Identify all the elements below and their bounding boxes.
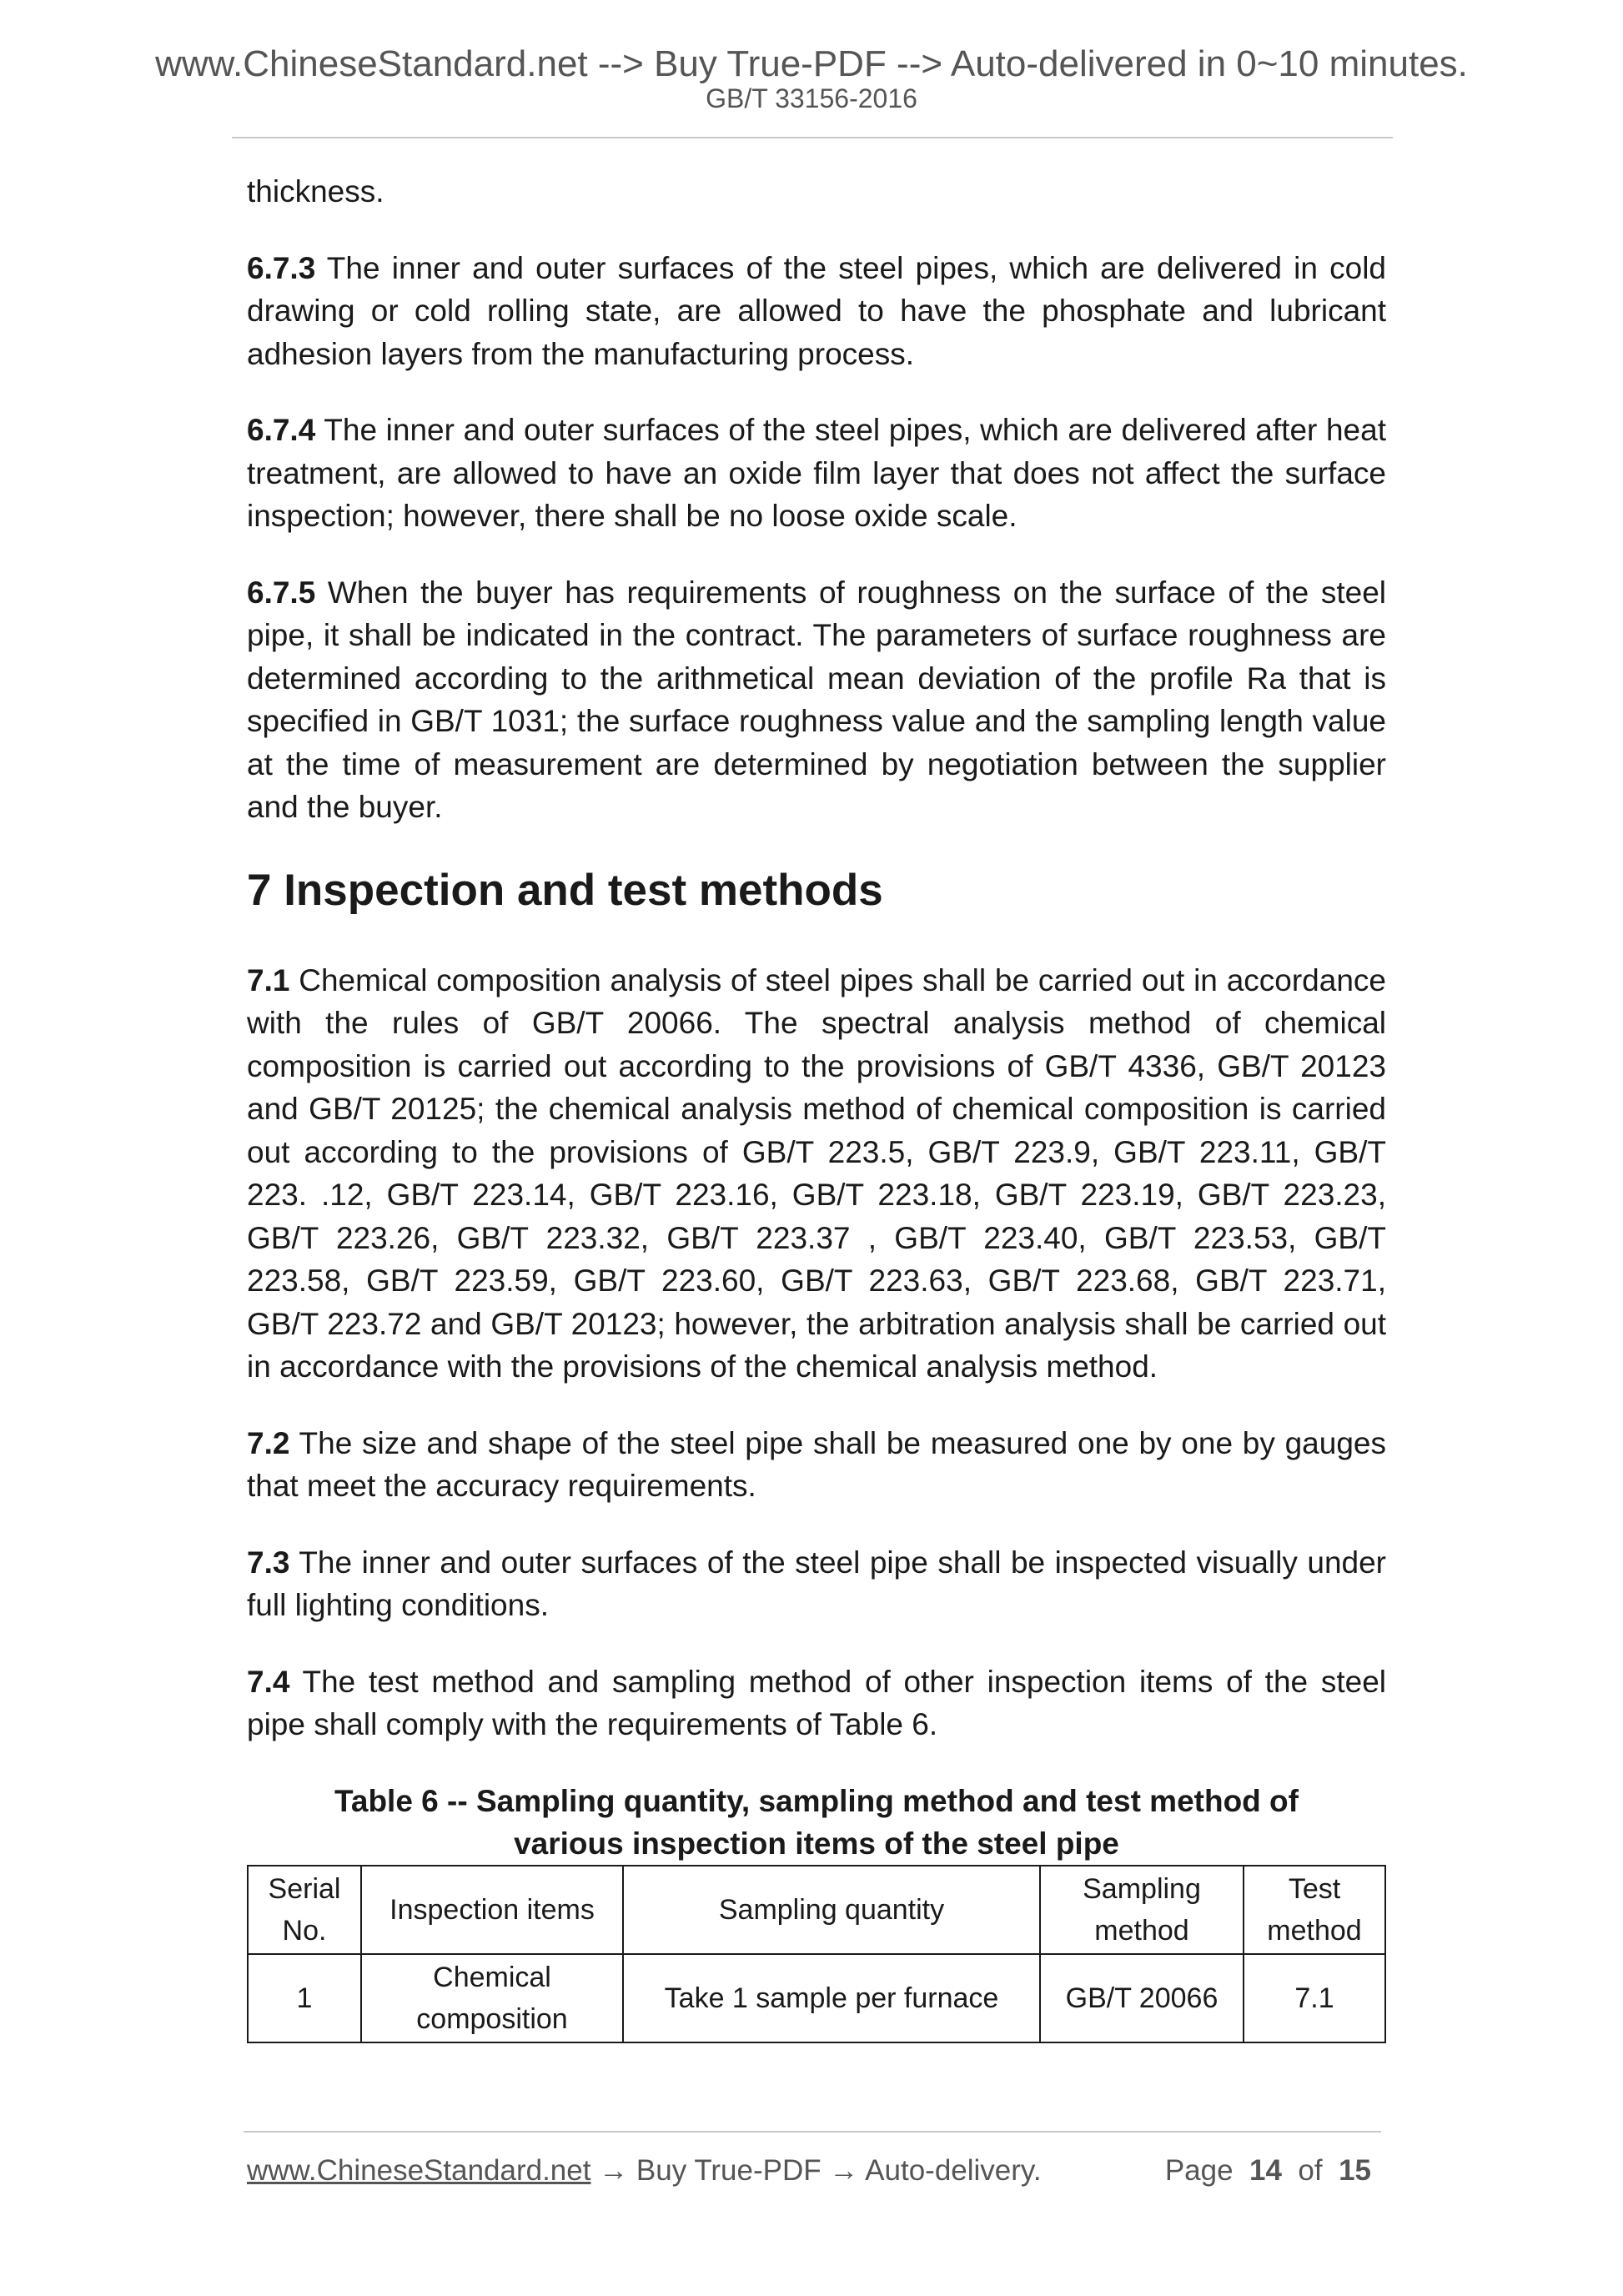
cell-sampling-method: GB/T 20066 (1040, 1954, 1244, 2042)
table-title-line-1: Table 6 -- Sampling quantity, sampling method and test method of (334, 1783, 1299, 1818)
clause-text: The inner and outer surfaces of the steel pipes, which are delivered in cold drawing or cold rolling state, are allowed to have the phosphate and lubricant adhesion layers from the manufacturing process. (247, 250, 1386, 371)
table-6 (247, 1865, 1386, 2043)
clause-text: The size and shape of the steel pipe shall be measured one by one by gauges that meet the accuracy requirements. (247, 1425, 1386, 1503)
cell-test-method: 7.1 (1244, 1954, 1385, 2042)
standard-number: GB/T 33156-2016 (706, 83, 917, 113)
clause-text: The test method and sampling method of other inspection items of the steel pipe shall comply with the requirements of Table 6. (247, 1664, 1386, 1741)
clause-number: 7.3 (247, 1545, 290, 1580)
section-heading: 7 Inspection and test methods (247, 865, 883, 915)
header-test-method: Test method (1244, 1866, 1385, 1954)
table-header-row (248, 1866, 1385, 1954)
cell-sampling-quantity: Take 1 sample per furnace (623, 1954, 1040, 2042)
cell-inspection-item: Chemical composition (361, 1954, 623, 2042)
continuation-text: thickness. (247, 174, 384, 208)
header-inspection-items: Inspection items (361, 1866, 623, 1954)
clause-number: 7.2 (247, 1425, 290, 1460)
page-total: 15 (1339, 2154, 1371, 2187)
table-title-line-2: various inspection items of the steel pipe (514, 1826, 1119, 1861)
cell-serial: 1 (248, 1954, 361, 2042)
clause-number: 6.7.5 (247, 575, 316, 610)
clause-text: The inner and outer surfaces of the steel pipe shall be inspected visually under full lighting conditions. (247, 1545, 1386, 1622)
clause-number: 6.7.3 (247, 250, 316, 285)
page-footer (247, 2150, 1384, 2192)
footer-link[interactable]: www.ChineseStandard.net (247, 2154, 591, 2187)
clause-6-7-5 (247, 571, 1386, 829)
clause-7-2 (247, 1422, 1386, 1508)
clause-number: 7.1 (247, 962, 290, 997)
page-number: 14 (1249, 2154, 1282, 2187)
header-divider (232, 137, 1393, 138)
clause-7-1 (247, 959, 1386, 1389)
footer-divider (244, 2131, 1381, 2133)
clause-text: Chemical composition analysis of steel pipes shall be carried out in accordance with the rules of GB/T 20066. The spectral analysis method of chemical composition is carried out according to the provisions of GB/T 4336, GB/T 20123 and GB/T 20125; the chemical analysis method of chemical composition is carried out according to the provisions of GB/T 223.5, GB/T 223.9, GB/T 223.11, GB/T 223. .12, GB/T 223.14, GB/T 223.16, GB/T 223.18, GB/T 223.19, GB/T 223.23, GB/T 223.26, GB/T 223.32, GB/T 223.37 , GB/T 223.40, GB/T 223.53, GB/T 223.58, GB/T 223.59, GB/T 223.60, GB/T 223.63, GB/T 223.68, GB/T 223.71, GB/T 223.72 and GB/T 20123; however, the arbitration analysis shall be carried out in accordance with the provisions of the chemical analysis method. (247, 962, 1386, 1384)
clause-7-3 (247, 1541, 1386, 1627)
page-indicator: Page 14 of 15 (1164, 2154, 1371, 2187)
clause-6-7-4 (247, 409, 1386, 538)
header-banner[interactable]: www.ChineseStandard.net --> Buy True-PDF --> Auto-delivered in 0~10 minutes. (155, 43, 1468, 84)
clause-6-7-3 (247, 247, 1386, 376)
clause-text: The inner and outer surfaces of the steel pipes, which are delivered after heat treatment, are allowed to have an oxide film layer that does not affect the surface inspection; however, there shall be no loose oxide scale. (247, 413, 1386, 533)
header-sampling-quantity: Sampling quantity (623, 1866, 1040, 1954)
clause-number: 6.7.4 (247, 413, 316, 447)
footer-tagline: → Buy True-PDF → Auto-delivery. (590, 2154, 1042, 2187)
header-sampling-method: Sampling method (1040, 1866, 1244, 1954)
table-row (248, 1954, 1385, 2042)
table-title (247, 1780, 1386, 1865)
page-body (247, 170, 1386, 2043)
header-serial-no: Serial No. (248, 1866, 361, 1954)
clause-text: When the buyer has requirements of roughness on the surface of the steel pipe, it shall be indicated in the contract. The parameters of surface roughness are determined according to the arithmetical mean deviation of the profile Ra that is specified in GB/T 1031; the surface roughness value and the sampling length value at the time of measurement are determined by negotiation between the supplier and the buyer. (247, 575, 1386, 824)
footer-promo (247, 2150, 1042, 2192)
clause-7-4 (247, 1660, 1386, 1746)
clause-number: 7.4 (247, 1664, 290, 1699)
